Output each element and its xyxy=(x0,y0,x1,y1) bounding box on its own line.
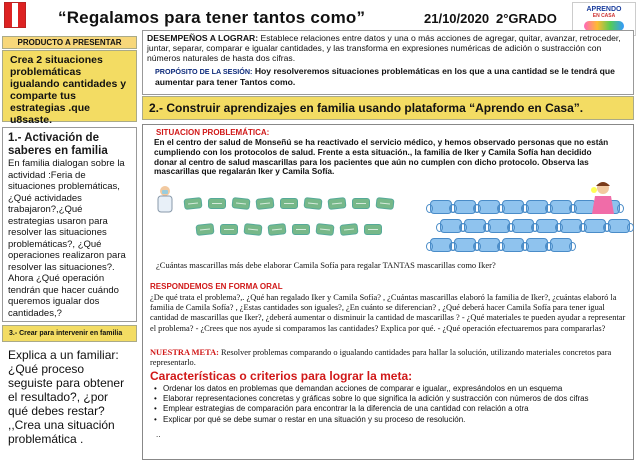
green-mask-icon xyxy=(352,198,370,209)
desempenos-text: Establece relaciones entre datos y una o más acciones de agregar, quitar, avanzar, retroceder, juntar, separar, comparar e igualar cantidades, y las transforma en expresiones numéricas de adición o sustracción con números naturales de hasta dos cifras. xyxy=(147,33,621,64)
blue-mask-icon xyxy=(550,200,572,214)
blue-mask-icon xyxy=(502,200,524,214)
green-mask-icon xyxy=(231,197,250,210)
doctor-icon xyxy=(154,184,176,214)
situacion-text: En el centro der salud de Monseñú se ha reactivado el servicio médico, y hemos observado personas que no están cumpliendo con los protocolos de salud. Frente a esta situación., la familia de Iker y Camila Sofía han decidido donar al centro de salud mascarillas para los pacientes que aún no cumplen con dicho protocolo. Observa las mascarillas que regalarán Iker y Camila Sofía. xyxy=(154,137,609,177)
meta-block xyxy=(150,348,626,368)
blue-mask-icon xyxy=(464,219,486,233)
logo-line-1: APRENDO xyxy=(586,6,622,13)
blue-mask-icon xyxy=(478,238,500,252)
activacion-heading: 1.- Activación de saberes en familia xyxy=(8,132,108,157)
criterios-trailing: .. xyxy=(156,430,161,439)
green-mask-icon xyxy=(255,197,274,210)
blue-mask-icon xyxy=(478,200,500,214)
blue-mask-icon xyxy=(608,219,630,233)
page-title: “Regalamos para tener tantos como” xyxy=(58,8,366,27)
producto-heading: PRODUCTO A PRESENTAR xyxy=(2,36,137,49)
criterio-item: • Ordenar los datos en problemas que demandan acciones de comparar e igualar,, expresándolos en un esquema xyxy=(154,384,624,394)
blue-mask-icon xyxy=(584,219,606,233)
meta-text: Resolver problemas comparando o igualando cantidades para hallar la solución, utilizando materiales concretos para representarlo. xyxy=(150,348,612,368)
green-mask-icon xyxy=(339,223,358,236)
school-crest xyxy=(4,2,26,28)
blue-mask-icon xyxy=(502,238,524,252)
criterio-item: • Explicar por qué se debe sumar o restar en una situación y su proceso de resolución. xyxy=(154,415,624,425)
green-mask-icon xyxy=(375,197,394,210)
session-date: 21/10/2020 xyxy=(424,11,490,26)
girl-icon xyxy=(590,180,616,216)
crear-heading: 3.- Crear para intervenir en familia xyxy=(2,325,137,342)
green-mask-icon xyxy=(195,223,214,236)
desempenos-box xyxy=(142,30,634,95)
green-mask-icon xyxy=(243,223,262,236)
oral-questions: ¿De qué trata el problema?,. ¿Qué han regalado Iker y Camila Sofía? , ¿Cuántas mascarillas elaboró la familia de Iker?, ¿cuántas elaboró la familia de Camila Sofía? , ¿Estas cantidades son iguales?, ¿En cuánto se diferencian? , ¿Qué deberá hacer Camila Sofía para tener igual cantidad de mascarillas que Iker?, ¿deberá aumentar o disminuir la cantidad de mascarillas ? - ¿Qué materiales te pueden ayudar a representar el problema? - ¿Crees que nos ayude si comparamos las cantidades? Explica por qué. - ¿Qué operación efectuaremos para compararlas? xyxy=(150,293,626,333)
blue-mask-icon xyxy=(454,238,476,252)
blue-mask-icon xyxy=(560,219,582,233)
explica-text: Explica a un familiar: ¿Qué proceso seguiste para obtener el resultado?, ¿por qué debes restar? ,,Crea una situación problemática . xyxy=(2,344,137,460)
criterios-list xyxy=(154,384,624,425)
criterio-item: • Elaborar representaciones concretas y gráficas sobre lo que significa la adición y sustracción con números de dos cifras xyxy=(154,394,624,404)
blue-mask-icon xyxy=(512,219,534,233)
blue-mask-icon xyxy=(536,219,558,233)
activacion-text: En familia dialogan sobre la actividad :Feria de situaciones problemáticas, ¿Qué actividades trabajaron?,¿Qué estrategias usaron para resolver las situaciones problemáticas?, ¿Qué operaciones realizaron para resolver las situaciones?. Ahora ¿Qué operación tendrán que hacer cuándo queremos igualar dos cantidades,? xyxy=(8,158,126,319)
blue-mask-icon xyxy=(488,219,510,233)
proposito-label: PROPÓSITO DE LA SESIÓN: xyxy=(155,66,253,76)
green-mask-icon xyxy=(303,197,322,210)
green-mask-icon xyxy=(364,224,382,235)
grade-label: 2°GRADO xyxy=(496,11,557,26)
blue-mask-icon xyxy=(454,200,476,214)
green-mask-icon xyxy=(292,224,310,235)
logo-line-2: EN CASA xyxy=(592,13,616,19)
green-mask-icon xyxy=(315,223,334,236)
masks-illustration xyxy=(150,180,622,256)
section-2-heading: 2.- Construir aprendizajes en familia usando plataforma “Aprendo en Casa”. xyxy=(142,96,634,120)
activacion-box xyxy=(2,127,137,322)
blue-mask-icon xyxy=(550,238,572,252)
blue-mask-icon xyxy=(440,219,462,233)
green-mask-icon xyxy=(327,197,346,210)
producto-text: Crea 2 situaciones problemáticas igualando cantidades y comparte tus estrategias .que u8saste. xyxy=(2,50,137,122)
blue-mask-icon xyxy=(430,238,452,252)
green-mask-icon xyxy=(183,197,202,210)
blue-mask-icon xyxy=(526,238,548,252)
green-mask-icon xyxy=(208,198,226,209)
green-mask-icon xyxy=(220,224,238,235)
blue-mask-icon xyxy=(430,200,452,214)
green-mask-icon xyxy=(280,198,298,209)
meta-label: NUESTRA META: xyxy=(150,348,219,357)
criterios-heading: Características o criterios para lograr la meta: xyxy=(150,369,413,383)
desempenos-label: DESEMPEÑOS A LOGRAR: xyxy=(147,33,259,43)
green-mask-icon xyxy=(267,223,286,236)
situacion-question: ¿Cuántas mascarillas más debe elaborar Camila Sofía para regalar TANTAS mascarillas como Iker? xyxy=(156,260,496,270)
blue-mask-icon xyxy=(526,200,548,214)
criterio-item: • Emplear estrategias de comparación para encontrar la la diferencia de una cantidad con relación a otra xyxy=(154,404,624,414)
situacion-heading: SITUACION PROBLEMÁTICA: xyxy=(156,128,270,137)
proposito-text: Hoy resolveremos situaciones problemáticas en los que a una cantidad se le tendrá que aumentar para tener Tantos como. xyxy=(155,65,615,87)
oral-heading: RESPONDEMOS EN FORMA ORAL xyxy=(150,282,283,291)
